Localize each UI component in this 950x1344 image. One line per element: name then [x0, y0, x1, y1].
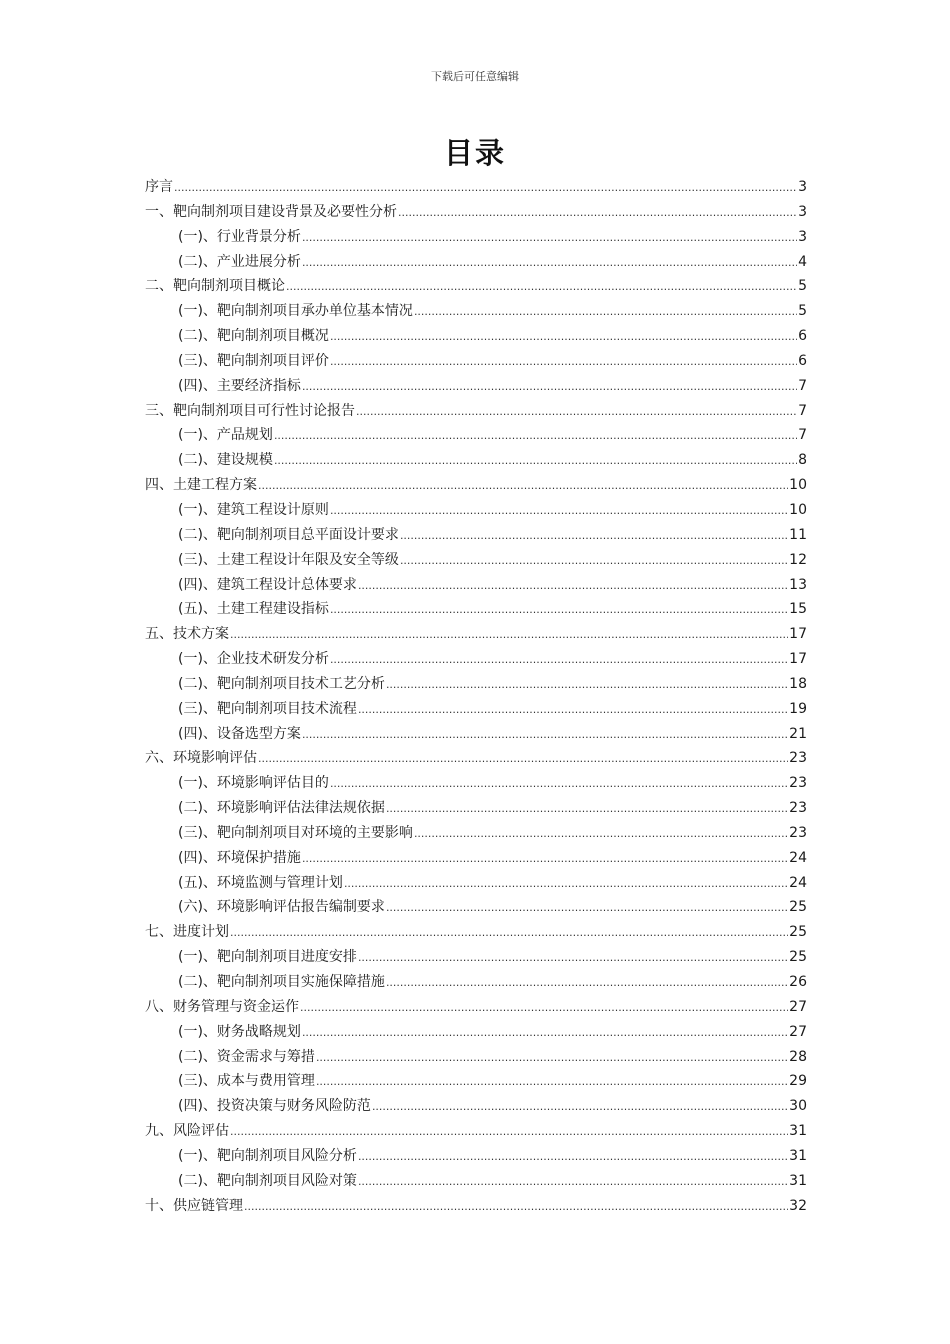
toc-entry[interactable]	[145, 548, 807, 573]
toc-entry[interactable]	[145, 846, 807, 871]
toc-entry-page: 11	[789, 526, 807, 543]
toc-entry[interactable]	[145, 324, 807, 349]
toc-entry-page: 23	[789, 750, 807, 767]
toc-entry-label: 十、供应链管理	[145, 1197, 243, 1214]
toc-entry-label: 六、环境影响评估	[145, 750, 257, 767]
toc-entry-label: (四)、建筑工程设计总体要求	[178, 576, 357, 593]
toc-dot-leader	[330, 350, 797, 375]
toc-entry-page: 31	[789, 1172, 807, 1189]
toc-entry-page: 12	[789, 551, 807, 568]
toc-dot-leader	[344, 872, 788, 897]
toc-entry[interactable]	[145, 697, 807, 722]
toc-entry-page: 3	[798, 203, 807, 220]
toc-entry[interactable]	[145, 498, 807, 523]
toc-entry-page: 5	[798, 303, 807, 320]
toc-entry[interactable]	[145, 597, 807, 622]
toc-dot-leader	[358, 698, 788, 723]
toc-entry-page: 31	[789, 1123, 807, 1140]
toc-entry-label: (三)、靶向制剂项目对环境的主要影响	[178, 824, 413, 841]
toc-entry-page: 32	[789, 1197, 807, 1214]
toc-entry-label: 八、财务管理与资金运作	[145, 998, 299, 1015]
header-note: 下载后可任意编辑	[431, 70, 519, 83]
toc-dot-leader	[330, 772, 788, 797]
toc-entry[interactable]	[145, 1020, 807, 1045]
toc-entry-label: 二、靶向制剂项目概论	[145, 278, 285, 295]
toc-entry-label: 九、风险评估	[145, 1123, 229, 1140]
toc-entry-label: (五)、环境监测与管理计划	[178, 874, 343, 891]
toc-entry-label: (二)、靶向制剂项目概况	[178, 328, 329, 345]
toc-entry[interactable]	[145, 920, 807, 945]
table-of-contents	[145, 175, 807, 1218]
toc-entry-label: (一)、产品规划	[178, 427, 273, 444]
toc-entry[interactable]	[145, 573, 807, 598]
toc-dot-leader	[258, 747, 788, 772]
toc-dot-leader	[316, 1046, 788, 1071]
toc-entry[interactable]	[145, 473, 807, 498]
toc-entry[interactable]	[145, 448, 807, 473]
toc-dot-leader	[400, 524, 788, 549]
toc-entry[interactable]	[145, 1144, 807, 1169]
toc-entry-page: 13	[789, 576, 807, 593]
toc-entry-page: 31	[789, 1147, 807, 1164]
page-title: 目录	[443, 136, 506, 170]
toc-entry-page: 3	[798, 228, 807, 245]
toc-entry-page: 17	[789, 626, 807, 643]
toc-entry[interactable]	[145, 374, 807, 399]
toc-entry-label: (四)、投资决策与财务风险防范	[178, 1098, 371, 1115]
toc-entry-page: 28	[789, 1048, 807, 1065]
toc-entry[interactable]	[145, 200, 807, 225]
toc-entry-label: (三)、靶向制剂项目评价	[178, 352, 329, 369]
toc-entry-page: 25	[789, 899, 807, 916]
toc-dot-leader	[274, 424, 797, 449]
toc-entry-label: (二)、资金需求与筹措	[178, 1048, 315, 1065]
toc-entry-label: (二)、环境影响评估法律法规依据	[178, 800, 385, 817]
toc-dot-leader	[414, 822, 788, 847]
toc-entry-label: (四)、设备选型方案	[178, 725, 301, 742]
toc-entry-page: 19	[789, 700, 807, 717]
toc-dot-leader	[230, 1120, 788, 1145]
toc-entry[interactable]	[145, 399, 807, 424]
toc-entry-label: (一)、靶向制剂项目承办单位基本情况	[178, 303, 413, 320]
toc-entry-page: 23	[789, 800, 807, 817]
toc-dot-leader	[300, 996, 788, 1021]
toc-entry-page: 25	[789, 924, 807, 941]
toc-entry-page: 26	[789, 974, 807, 990]
toc-entry-label: (一)、环境影响评估目的	[178, 775, 329, 792]
toc-entry-label: (四)、主要经济指标	[178, 377, 301, 394]
toc-entry-page: 21	[789, 725, 807, 742]
toc-dot-leader	[302, 847, 788, 872]
toc-entry-page: 6	[798, 352, 807, 369]
toc-entry-page: 4	[798, 253, 807, 270]
toc-entry-page: 25	[789, 949, 807, 966]
toc-dot-leader	[330, 499, 788, 524]
toc-entry-label: 七、进度计划	[145, 924, 229, 941]
toc-entry-label: (一)、建筑工程设计原则	[178, 501, 329, 518]
toc-dot-leader	[414, 300, 797, 325]
toc-entry-page: 5	[798, 278, 807, 295]
toc-dot-leader	[316, 1070, 788, 1095]
toc-entry-page: 24	[789, 874, 807, 891]
toc-entry[interactable]	[145, 1069, 807, 1094]
toc-entry-page: 17	[789, 651, 807, 668]
toc-dot-leader	[330, 648, 788, 673]
toc-entry[interactable]	[145, 299, 807, 324]
toc-dot-leader	[358, 946, 788, 971]
toc-entry-page: 23	[789, 775, 807, 792]
toc-entry[interactable]	[145, 349, 807, 374]
toc-entry-label: (一)、靶向制剂项目进度安排	[178, 949, 357, 966]
toc-entry-label: (六)、环境影响评估报告编制要求	[178, 899, 385, 916]
toc-dot-leader	[244, 1195, 788, 1220]
toc-dot-leader	[258, 474, 788, 499]
toc-dot-leader	[358, 1170, 788, 1195]
toc-entry-page: 8	[798, 452, 807, 469]
toc-entry-label: (五)、土建工程建设指标	[178, 601, 329, 618]
toc-entry-page: 7	[798, 427, 807, 444]
toc-entry[interactable]	[145, 622, 807, 647]
toc-entry[interactable]	[145, 1169, 807, 1194]
toc-dot-leader	[274, 449, 797, 474]
toc-entry-label: 一、靶向制剂项目建设背景及必要性分析	[145, 203, 397, 220]
toc-entry[interactable]	[145, 1045, 807, 1070]
toc-entry[interactable]	[145, 1094, 807, 1119]
toc-entry-page: 3	[798, 179, 807, 195]
toc-dot-leader	[358, 1145, 788, 1170]
toc-dot-leader	[230, 921, 788, 946]
toc-dot-leader	[286, 275, 797, 300]
toc-dot-leader	[330, 598, 788, 623]
toc-dot-leader	[330, 325, 797, 350]
toc-dot-leader	[302, 1021, 788, 1046]
toc-entry-label: (二)、靶向制剂项目技术工艺分析	[178, 675, 385, 692]
toc-entry[interactable]	[145, 746, 807, 771]
toc-entry-page: 23	[789, 824, 807, 841]
toc-entry[interactable]	[145, 796, 807, 821]
toc-entry-label: 序言	[145, 179, 173, 195]
toc-entry-label: (二)、靶向制剂项目总平面设计要求	[178, 526, 399, 543]
toc-entry[interactable]	[145, 995, 807, 1020]
toc-entry-label: (一)、财务战略规划	[178, 1023, 301, 1040]
toc-entry[interactable]	[145, 225, 807, 250]
toc-entry-page: 27	[789, 998, 807, 1015]
toc-dot-leader	[386, 673, 788, 698]
toc-entry[interactable]	[145, 722, 807, 747]
toc-entry[interactable]	[145, 970, 807, 995]
toc-entry-label: (三)、成本与费用管理	[178, 1073, 315, 1090]
toc-entry-page: 24	[789, 849, 807, 866]
toc-dot-leader	[302, 251, 797, 276]
toc-dot-leader	[372, 1095, 788, 1120]
toc-entry-label: 四、土建工程方案	[145, 477, 257, 494]
toc-entry-page: 18	[789, 675, 807, 692]
toc-entry-label: (三)、土建工程设计年限及安全等级	[178, 551, 399, 568]
toc-entry-label: (三)、靶向制剂项目技术流程	[178, 700, 357, 717]
toc-dot-leader	[302, 375, 797, 400]
toc-entry[interactable]	[145, 771, 807, 796]
toc-entry-label: (四)、环境保护措施	[178, 849, 301, 866]
toc-dot-leader	[356, 400, 797, 425]
toc-dot-leader	[386, 797, 788, 822]
toc-entry[interactable]	[145, 821, 807, 846]
toc-entry[interactable]	[145, 871, 807, 896]
toc-entry-label: (一)、企业技术研发分析	[178, 651, 329, 668]
toc-entry-page: 27	[789, 1023, 807, 1040]
toc-entry-label: (二)、产业进展分析	[178, 253, 301, 270]
toc-entry[interactable]	[145, 672, 807, 697]
toc-entry-label: (二)、靶向制剂项目风险对策	[178, 1172, 357, 1189]
toc-entry[interactable]	[145, 1194, 807, 1219]
toc-dot-leader	[302, 723, 788, 748]
toc-entry[interactable]	[145, 423, 807, 448]
toc-entry[interactable]	[145, 274, 807, 299]
toc-entry[interactable]	[145, 945, 807, 970]
toc-entry-label: (二)、建设规模	[178, 452, 273, 469]
toc-dot-leader	[230, 623, 788, 648]
toc-entry-page: 29	[789, 1073, 807, 1090]
toc-entry[interactable]	[145, 250, 807, 275]
toc-entry[interactable]	[145, 895, 807, 920]
toc-entry-label: (一)、靶向制剂项目风险分析	[178, 1147, 357, 1164]
toc-entry[interactable]	[145, 1119, 807, 1144]
toc-entry[interactable]	[145, 647, 807, 672]
toc-entry[interactable]	[145, 175, 807, 200]
toc-entry-page: 7	[798, 377, 807, 394]
toc-dot-leader	[386, 971, 788, 996]
toc-entry-label: 五、技术方案	[145, 626, 229, 643]
toc-entry-page: 6	[798, 328, 807, 345]
toc-entry-page: 30	[789, 1098, 807, 1115]
toc-dot-leader	[398, 201, 797, 226]
toc-entry-page: 7	[798, 402, 807, 419]
toc-dot-leader	[302, 226, 797, 251]
toc-dot-leader	[400, 549, 788, 574]
toc-entry-page: 10	[789, 477, 807, 494]
toc-dot-leader	[358, 574, 788, 599]
toc-entry-label: 三、靶向制剂项目可行性讨论报告	[145, 402, 355, 419]
toc-entry-label: (一)、行业背景分析	[178, 228, 301, 245]
toc-entry-page: 15	[789, 601, 807, 618]
toc-entry-page: 10	[789, 501, 807, 518]
toc-dot-leader	[386, 896, 788, 921]
toc-dot-leader	[174, 176, 797, 201]
toc-entry-label: (二)、靶向制剂项目实施保障措施	[178, 974, 385, 990]
toc-entry[interactable]	[145, 523, 807, 548]
